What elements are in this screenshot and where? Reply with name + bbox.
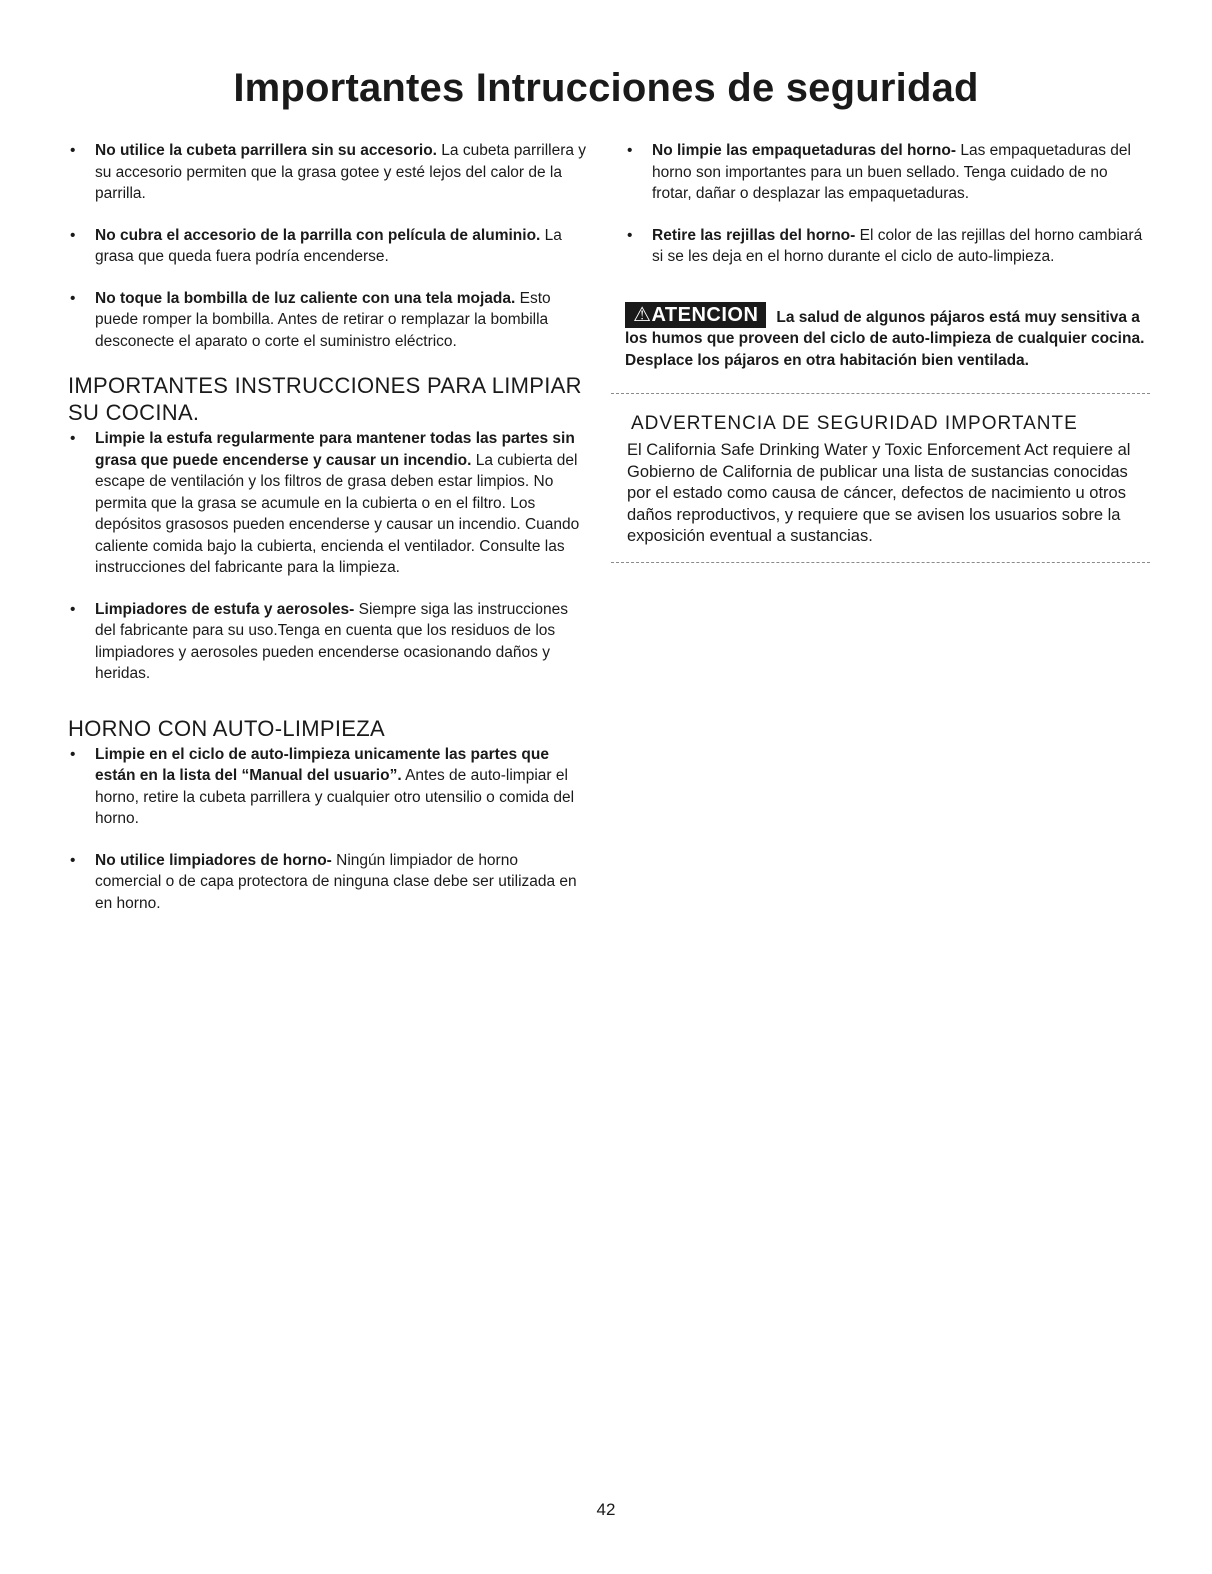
warning-icon: ⚠	[633, 303, 652, 326]
item-text: La grasa que queda fuera podría encenderse.	[95, 226, 562, 265]
page-number: 42	[596, 1500, 616, 1519]
section-heading-cleaning: IMPORTANTES INSTRUCCIONES PARA LIMPIAR SU COCINA.	[68, 373, 582, 425]
right-column	[625, 140, 1150, 563]
bullet-icon: •	[70, 430, 76, 447]
page-title: Importantes Intrucciones de seguridad	[233, 66, 979, 110]
item-text: Antes de auto-limpiar el horno, retire la cubeta parrillera y cualquier otro utensilio o comida del horno.	[95, 767, 575, 827]
item-text: El color de las rejillas del horno cambiará si se les deja en el horno durante el ciclo de auto-limpieza.	[652, 226, 1143, 265]
bullet-icon: •	[70, 851, 76, 869]
warning-text: La salud de algunos pájaros está muy sensitiva a los humos que proveen del ciclo de auto-limpieza de cualquier cocina. Desplace los pájaros en otra habitación bien ventilada.	[625, 308, 1145, 369]
bullet-icon: •	[627, 226, 633, 244]
item-bold-text: Limpie la estufa regularmente para mantener todas las partes sin grasa que puede encenderse y causar un incendio.	[95, 430, 575, 469]
list-item	[68, 744, 588, 830]
item-bold-text: No utilice limpiadores de horno-	[95, 851, 332, 869]
item-bold-text: Limpie en el ciclo de auto-limpieza unicamente las partes que están en la lista del “Manual del usuario”.	[95, 745, 549, 784]
list-item	[68, 850, 588, 915]
item-bold-text: No limpie las empaquetaduras del horno-	[652, 142, 957, 159]
badge-label: ATENCION	[651, 303, 759, 326]
bullet-icon: •	[70, 745, 76, 763]
advertencia-heading: ADVERTENCIA DE SEGURIDAD IMPORTANTE	[631, 413, 1078, 434]
item-bold-text: Limpiadores de estufa y aerosoles-	[95, 600, 355, 618]
list-item	[625, 225, 1150, 268]
list-item	[68, 288, 588, 353]
bullet-icon: •	[70, 289, 76, 307]
item-text: Ningún limpiador de horno comercial o de capa protectora de ninguna clase debe ser utilizada en en horno.	[95, 851, 577, 912]
item-text: Siempre siga las instrucciones del fabricante para su uso.Tenga en cuenta que los residuos de los limpiadores y aerosoles pueden encenderse ocasionando daños y heridas.	[95, 600, 568, 682]
divider	[611, 562, 1150, 563]
bird-warning	[625, 302, 1150, 372]
item-text: La cubierta del escape de ventilación y los filtros de grasa deben estar limpios. No permita que la grasa se acumule en la cubierta o en el filtro. Los depósitos grasosos pueden encenderse y causar un incendio. Cuando caliente comida bajo la cubierta, encienda el ventilador. Consulte las instrucciones del fabricante para la limpieza.	[95, 451, 580, 576]
section-heading-oven: HORNO CON AUTO-LIMPIEZA	[68, 715, 385, 741]
item-bold-text: Retire las rejillas del horno-	[652, 226, 856, 244]
item-bold-text: No utilice la cubeta parrillera sin su accesorio.	[95, 142, 437, 159]
divider	[611, 393, 1150, 394]
list-item	[68, 599, 588, 685]
item-text: Esto puede romper la bombilla. Antes de retirar o remplazar la bombilla desconecte el aparato o corte el suministro eléctrico.	[95, 289, 551, 350]
list-item	[68, 140, 588, 205]
advertencia-body: El California Safe Drinking Water y Toxic Enforcement Act requiere al Gobierno de California de publicar una lista de sustancias conocidas por el estado como causa de cáncer, defectos de nacimiento u otros daños reproductivos, y requiere que se avisen los usuarios sobre la exposición eventual a sustancias.	[627, 441, 1131, 545]
atencion-badge	[625, 302, 766, 328]
bullet-icon: •	[70, 142, 76, 159]
item-text: La cubeta parrillera y su accesorio permiten que la grasa gotee y esté lejos del calor de la parrilla.	[95, 142, 587, 202]
bullet-icon: •	[627, 142, 633, 159]
left-column	[68, 140, 588, 934]
bullet-icon: •	[70, 600, 76, 618]
item-bold-text: No cubra el accesorio de la parrilla con película de aluminio.	[95, 226, 541, 244]
list-item	[68, 428, 588, 579]
item-text: Las empaquetaduras del horno son importantes para un buen sellado. Tenga cuidado de no frotar, dañar o desplazar las empaquetaduras.	[652, 142, 1131, 202]
item-bold-text: No toque la bombilla de luz caliente con una tela mojada.	[95, 289, 516, 307]
list-item	[68, 225, 588, 268]
list-item	[625, 140, 1150, 205]
bullet-icon: •	[70, 226, 76, 244]
